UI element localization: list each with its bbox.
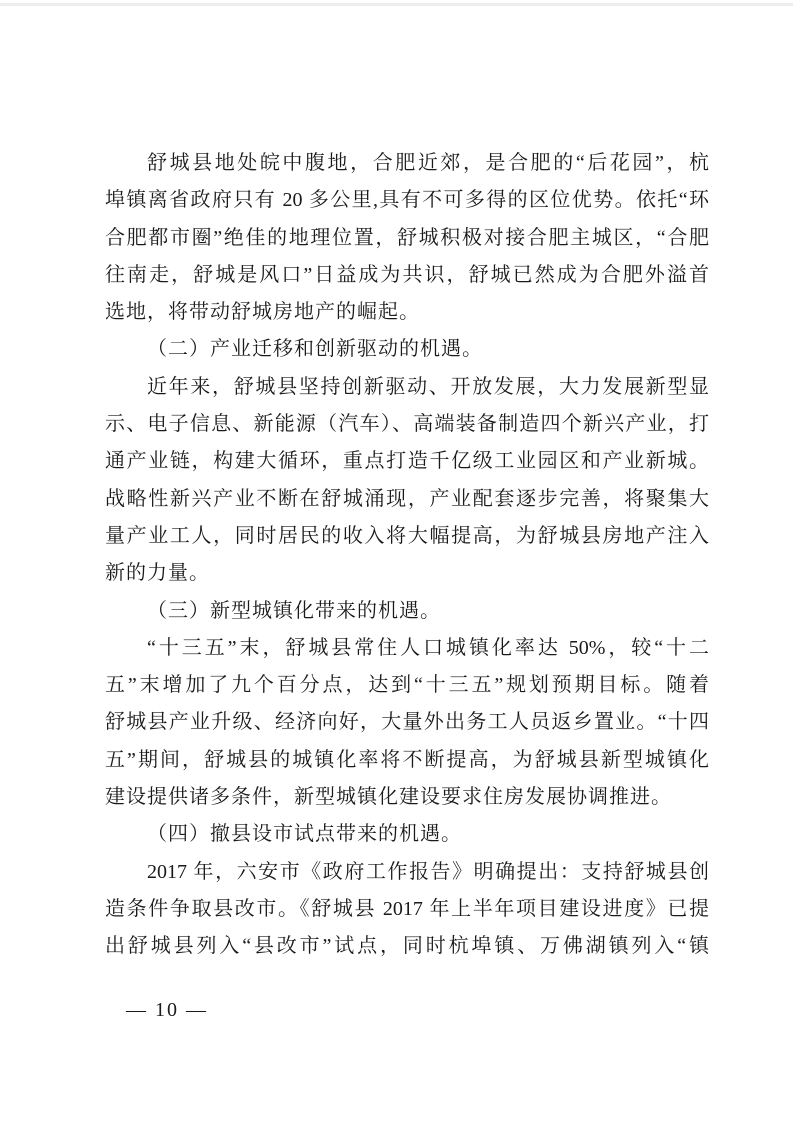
text-line: 通产业链，构建大循环，重点打造千亿级工业园区和产业新城。 [105, 450, 709, 473]
section-heading: （四）撤县设市试点带来的机遇。 [147, 823, 462, 846]
page-number: — 10 — [126, 999, 208, 1021]
text-line: 近年来，舒城县坚持创新驱动、开放发展，大力发展新型显 [147, 375, 709, 398]
text-line: 量产业工人，同时居民的收入将大幅提高，为舒城县房地产注入 [105, 524, 709, 547]
text-line: “十三五”末，舒城县常住人口城镇化率达 50%，较“十二 [147, 636, 709, 659]
text-line: 合肥都市圈”绝佳的地理位置，舒城积极对接合肥主城区，“合肥 [105, 226, 709, 249]
text-line: 出舒城县列入“县改市”试点，同时杭埠镇、万佛湖镇列入“镇 [105, 935, 709, 958]
text-line: 建设提供诸多条件，新型城镇化建设要求住房发展协调推进。 [105, 786, 672, 809]
document-body [105, 145, 709, 966]
text-line: 舒城县产业升级、经济向好，大量外出务工人员返乡置业。“十四 [105, 711, 709, 734]
text-line: 五”期间，舒城县的城镇化率将不断提高，为舒城县新型城镇化 [105, 748, 709, 771]
text-line: 舒城县地处皖中腹地，合肥近郊，是合肥的“后花园”，杭 [147, 152, 709, 174]
section-heading: （三）新型城镇化带来的机遇。 [147, 599, 441, 622]
text-line: 造条件争取县改市。《舒城县 2017 年上半年项目建设进度》已提 [105, 897, 709, 920]
scan-artifact-top [0, 3, 793, 6]
text-line: 示、电子信息、新能源（汽车）、高端装备制造四个新兴产业，打 [105, 413, 709, 436]
text-line: 新的力量。 [105, 562, 210, 585]
section-heading: （二）产业迁移和创新驱动的机遇。 [147, 338, 483, 361]
text-line: 战略性新兴产业不断在舒城涌现，产业配套逐步完善，将聚集大 [105, 487, 709, 510]
text-line: 2017 年，六安市《政府工作报告》明确提出：支持舒城县创 [147, 860, 709, 883]
text-line: 选地，将带动舒城房地产的崛起。 [105, 301, 420, 324]
text-line: 五”末增加了九个百分点，达到“十三五”规划预期目标。随着 [105, 674, 709, 697]
text-line: 埠镇离省政府只有 20 多公里,具有不可多得的区位优势。依托“环 [105, 189, 709, 212]
text-line: 往南走，舒城是风口”日益成为共识，舒城已然成为合肥外溢首 [105, 263, 709, 286]
